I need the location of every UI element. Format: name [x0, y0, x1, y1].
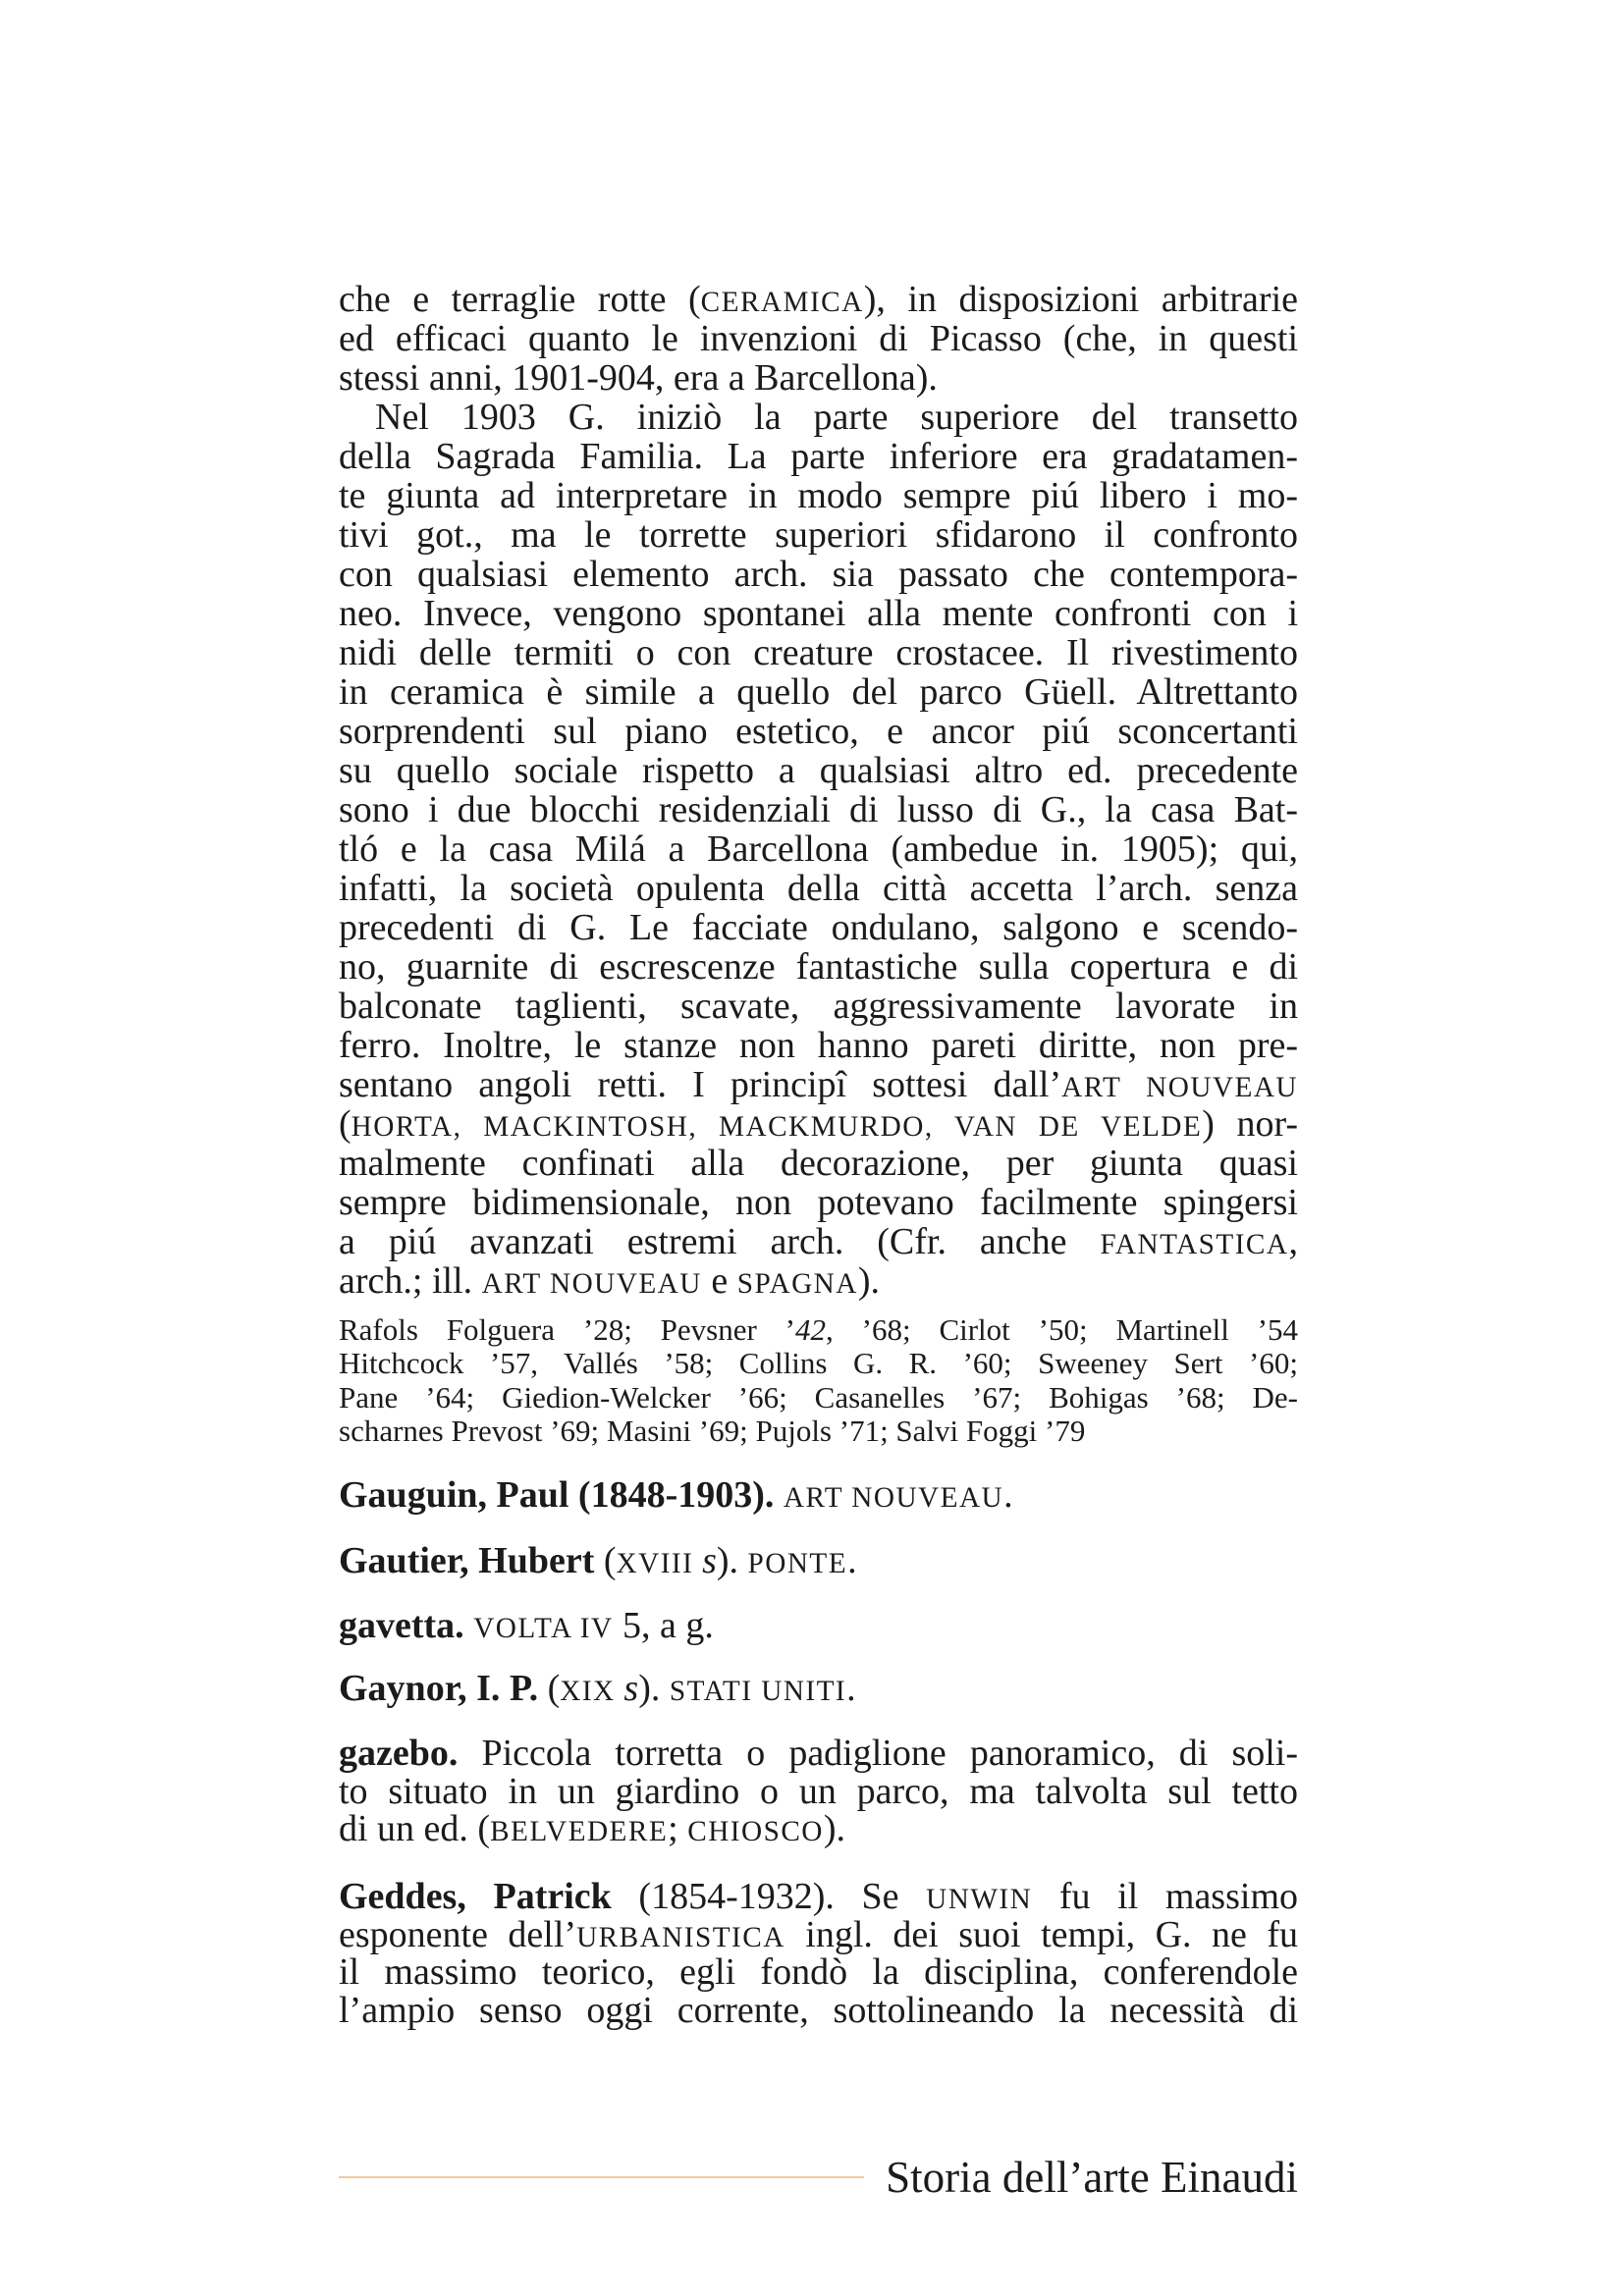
bold-headword: Gautier, Hubert: [339, 1540, 595, 1581]
text-run: ed efficaci quanto le invenzioni di Picasso (che, in questi: [339, 318, 1298, 359]
bold-headword: gavetta.: [339, 1605, 474, 1646]
entry-gazebo: [339, 1735, 1298, 1848]
text-run: a piú avanzati estremi arch. (Cfr. anche: [339, 1221, 1101, 1262]
text-line: [339, 515, 1298, 555]
text-run: ;: [668, 1808, 688, 1849]
text-line: [339, 1104, 1298, 1144]
entry-gaynor: [339, 1669, 1298, 1708]
text-line: [339, 1913, 1298, 1955]
text-line: [339, 1415, 1298, 1448]
small-caps-run: HORTA, MACKINTOSH, MACKMURDO, VAN DE VELDE: [351, 1111, 1203, 1143]
small-caps-run: URBANISTICA: [576, 1921, 785, 1953]
text-line: [339, 1261, 1298, 1301]
text-run: arch.; ill.: [339, 1260, 482, 1302]
text-run: in ceramica è simile a quello del parco Güell. Altrettanto: [339, 671, 1298, 713]
text-line: [339, 437, 1298, 476]
text-line: [339, 751, 1298, 790]
text-line: [339, 987, 1298, 1026]
text-run: Piccola torretta o padiglione panoramico, di soli-: [458, 1733, 1298, 1774]
text-line: [339, 1878, 1298, 1916]
small-caps-run: SPAGNA: [736, 1268, 858, 1300]
text-line: [339, 947, 1298, 987]
entry-gautier: [339, 1541, 1298, 1580]
small-caps-run: VOLTA IV: [473, 1613, 614, 1644]
text-line: [339, 1347, 1298, 1380]
text-line: [339, 1313, 1298, 1347]
text-run: to situato in un giardino o un parco, ma talvolta sul tetto: [339, 1770, 1298, 1812]
text-line: [339, 1606, 1298, 1645]
text-line: [339, 1770, 1298, 1812]
text-run: (: [538, 1668, 561, 1709]
text-run: te giunta ad interpretare in modo sempre piú libero i mo-: [339, 475, 1298, 516]
text-run: neo. Invece, vengono spontanei alla mente confronti con i: [339, 593, 1298, 634]
small-caps-run: STATI UNITI: [669, 1676, 847, 1707]
text-line: [339, 1541, 1298, 1580]
small-caps-run: XVIII: [616, 1548, 703, 1579]
text-line: [339, 1735, 1298, 1773]
text-run: .: [1003, 1474, 1013, 1516]
small-caps-run: FANTASTICA: [1100, 1229, 1289, 1260]
text-run: esponente dell’: [339, 1913, 577, 1955]
entry-gauguin: [339, 1475, 1298, 1515]
text-run: (: [339, 1103, 352, 1145]
text-run: e: [701, 1260, 737, 1302]
text-run: ).: [716, 1540, 748, 1581]
text-run: ) nor-: [1202, 1103, 1299, 1145]
text-run: no, guarnite di escrescenze fantastiche sulla copertura e di: [339, 946, 1298, 988]
text-line: [339, 319, 1298, 358]
text-run: con qualsiasi elemento arch. sia passato che contempora-: [339, 554, 1298, 595]
small-caps-run: ART NOUVEAU: [1061, 1072, 1298, 1103]
text-line: [339, 1989, 1298, 2031]
footer-rule: [339, 2176, 864, 2178]
text-run: l’ampio senso oggi corrente, sottolineando la necessità di: [339, 1989, 1298, 2031]
italic-run: s: [623, 1668, 639, 1709]
entry-gaudi-continuation: [339, 280, 1298, 1301]
text-run: 5, a g.: [613, 1605, 714, 1646]
text-line: [339, 398, 1298, 437]
text-run: ferro. Inoltre, le stanze non hanno pareti diritte, non pre-: [339, 1025, 1298, 1066]
bold-headword: Geddes, Patrick: [339, 1876, 612, 1917]
bold-headword: Gauguin, Paul (1848-1903).: [339, 1474, 784, 1516]
text-run: .: [846, 1668, 856, 1709]
text-line: [339, 1475, 1298, 1515]
small-caps-run: ART NOUVEAU: [481, 1268, 702, 1300]
text-line: [339, 280, 1298, 319]
text-run: di un ed. (: [339, 1808, 491, 1849]
text-line: [339, 555, 1298, 594]
text-line: [339, 1810, 1298, 1848]
text-run: su quello sociale rispetto a qualsiasi altro ed. precedente: [339, 750, 1298, 791]
text-run: precedenti di G. Le facciate ondulano, salgono e scendo-: [339, 907, 1298, 948]
text-run: stessi anni, 1901-904, era a Barcellona).: [339, 357, 938, 399]
text-run: ).: [638, 1668, 670, 1709]
paragraph-sagrada-familia: [339, 398, 1298, 1301]
text-run: della Sagrada Familia. La parte inferiore era gradatamen-: [339, 436, 1298, 477]
text-run: sono i due blocchi residenziali di lusso di G., la casa Bat-: [339, 789, 1298, 830]
small-caps-run: BELVEDERE: [490, 1816, 669, 1847]
text-run: ,: [1288, 1221, 1298, 1262]
bold-headword: Gaynor, I. P.: [339, 1668, 539, 1709]
text-line: [339, 1669, 1298, 1708]
text-run: tló e la casa Milá a Barcellona (ambedue in. 1905); qui,: [339, 828, 1298, 870]
text-line: [339, 672, 1298, 712]
text-line: [339, 1953, 1298, 1992]
text-run: (: [594, 1540, 617, 1581]
small-caps-run: XIX: [560, 1676, 624, 1707]
text-run: ), in disposizioni arbitrarie: [863, 279, 1298, 320]
small-caps-run: PONTE: [747, 1548, 848, 1579]
text-run: Rafols Folguera ’28; Pevsner ’: [339, 1312, 796, 1347]
text-run: sempre bidimensionale, non potevano facilmente spingersi: [339, 1182, 1298, 1223]
small-caps-run: ART NOUVEAU: [783, 1482, 1004, 1514]
text-line: [339, 869, 1298, 908]
text-run: che e terraglie rotte (: [339, 279, 701, 320]
text-run: fu il massimo: [1032, 1876, 1298, 1917]
text-run: nidi delle termiti o con creature crostacee. Il rivestimento: [339, 632, 1298, 673]
text-run: infatti, la società opulenta della città accetta l’arch. senza: [339, 868, 1298, 909]
text-line: [339, 358, 1298, 398]
paragraph-ceramics: [339, 280, 1298, 398]
italic-run: s: [702, 1540, 717, 1581]
text-line: [339, 712, 1298, 751]
text-line: [339, 476, 1298, 515]
text-line: [339, 790, 1298, 829]
text-line: [339, 1183, 1298, 1222]
text-run: balconate taglienti, scavate, aggressivamente lavorate in: [339, 986, 1298, 1027]
text-run: ).: [857, 1260, 881, 1302]
text-line: [339, 1222, 1298, 1261]
text-run: sentano angoli retti. I principî sottesi dall’: [339, 1064, 1062, 1105]
bold-headword: gazebo.: [339, 1733, 459, 1774]
small-caps-run: CHIOSCO: [687, 1816, 824, 1847]
small-caps-run: UNWIN: [926, 1884, 1033, 1915]
text-run: il massimo teorico, egli fondò la disciplina, conferendole: [339, 1951, 1298, 1993]
text-line: [339, 908, 1298, 947]
text-run: , ’68; Cirlot ’50; Martinell ’54: [826, 1312, 1298, 1347]
text-run: .: [847, 1540, 857, 1581]
text-run: Hitchcock ’57, Vallés ’58; Collins G. R. ’60; Sweeney Sert ’60;: [339, 1346, 1298, 1381]
entry-gavetta: [339, 1606, 1298, 1645]
text-line: [339, 1065, 1298, 1104]
italic-run: 42: [795, 1312, 827, 1347]
entry-geddes: [339, 1878, 1298, 2029]
text-run: Pane ’64; Giedion-Welcker ’66; Casanelles ’67; Bohigas ’68; De-: [339, 1379, 1298, 1415]
text-run: Nel 1903 G. iniziò la parte superiore del transetto: [375, 397, 1298, 438]
text-line: [339, 829, 1298, 869]
bibliography-gaudi: [339, 1313, 1298, 1448]
text-run: ).: [823, 1808, 846, 1849]
text-run: tivi got., ma le torrette superiori sfidarono il confronto: [339, 514, 1298, 556]
text-line: [339, 633, 1298, 672]
text-run: ingl. dei suoi tempi, G. ne fu: [784, 1913, 1298, 1955]
text-line: [339, 594, 1298, 633]
running-title: Storia dell’arte Einaudi: [886, 2153, 1298, 2202]
text-line: [339, 1144, 1298, 1183]
text-run: (1854-1932). Se: [611, 1876, 927, 1917]
text-run: scharnes Prevost ’69; Masini ’69; Pujols ’71; Salvi Foggi ’79: [339, 1413, 1086, 1448]
text-line: [339, 1026, 1298, 1065]
text-run: malmente confinati alla decorazione, per giunta quasi: [339, 1143, 1298, 1184]
text-run: sorprendenti sul piano estetico, e ancor piú sconcertanti: [339, 711, 1298, 752]
text-line: [339, 1381, 1298, 1415]
small-caps-run: CERAMICA: [700, 287, 864, 318]
